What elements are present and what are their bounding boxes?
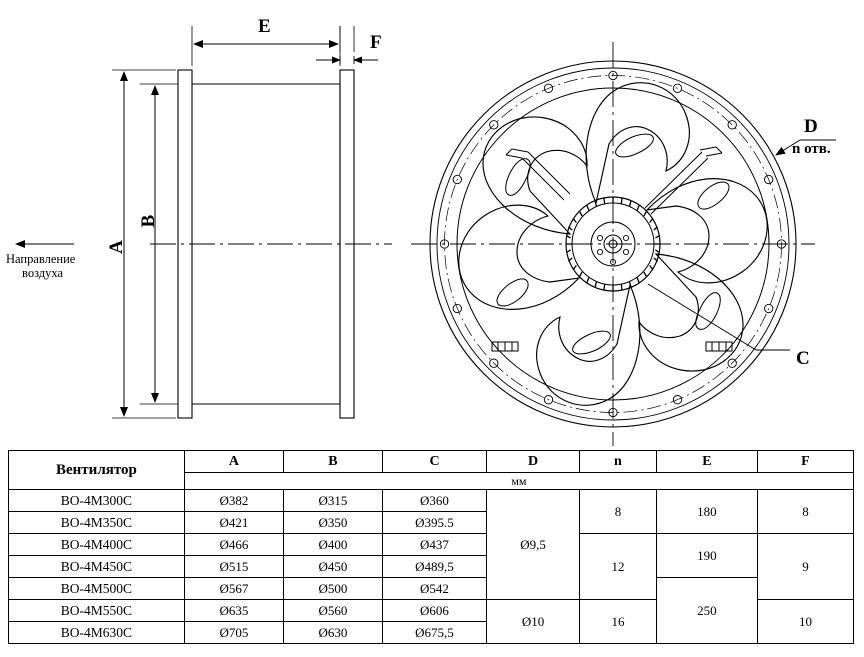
header-fan-name: Вентилятор	[9, 451, 185, 490]
cell-F-group1: 8	[757, 490, 853, 534]
cell-C: Ø489,5	[382, 556, 486, 578]
cell-A: Ø567	[184, 578, 283, 600]
header-col-A: A	[184, 451, 283, 473]
cell-A: Ø466	[184, 534, 283, 556]
cell-F-group2: 9	[757, 534, 853, 600]
cell-n-group3: 16	[580, 600, 657, 644]
specification-table-wrap	[8, 450, 854, 644]
header-col-B: B	[283, 451, 382, 473]
table-row	[9, 578, 854, 600]
cell-B: Ø315	[283, 490, 382, 512]
dimension-label-B: B	[138, 214, 159, 228]
cell-F-group3: 10	[757, 600, 853, 644]
dimension-label-F: F	[370, 32, 382, 53]
cell-B: Ø630	[283, 622, 382, 644]
model-name: ВО-4М350С	[9, 512, 185, 534]
table-row	[9, 534, 854, 556]
table-header-row	[9, 451, 854, 473]
cell-A: Ø635	[184, 600, 283, 622]
cell-E-group2: 190	[656, 534, 757, 578]
cell-C: Ø542	[382, 578, 486, 600]
cell-A: Ø515	[184, 556, 283, 578]
model-name: ВО-4М500С	[9, 578, 185, 600]
header-col-D: D	[487, 451, 580, 473]
cell-E-group3: 250	[656, 578, 757, 644]
model-name: ВО-4М300С	[9, 490, 185, 512]
specification-table	[8, 450, 854, 644]
cell-D-group2: Ø10	[487, 600, 580, 644]
cell-C: Ø437	[382, 534, 486, 556]
cell-C: Ø606	[382, 600, 486, 622]
header-col-F: F	[757, 451, 853, 473]
holes-count-label: n отв.	[792, 141, 831, 157]
dimension-label-A: A	[106, 240, 127, 254]
airflow-label-line1: Направление	[6, 252, 76, 266]
cell-A: Ø421	[184, 512, 283, 534]
cell-C: Ø675,5	[382, 622, 486, 644]
cell-B: Ø450	[283, 556, 382, 578]
cell-n-group1: 8	[580, 490, 657, 534]
dimension-label-C: C	[796, 348, 810, 369]
cell-C: Ø360	[382, 490, 486, 512]
cell-D-group1: Ø9,5	[487, 490, 580, 600]
airflow-label-line2: воздуха	[22, 266, 64, 280]
model-name: ВО-4М450С	[9, 556, 185, 578]
table-row	[9, 490, 854, 512]
cell-B: Ø400	[283, 534, 382, 556]
cell-n-group2: 12	[580, 534, 657, 600]
cell-C: Ø395.5	[382, 512, 486, 534]
dimension-label-D: D	[804, 116, 818, 137]
unit-mm: мм	[184, 473, 853, 490]
cell-B: Ø500	[283, 578, 382, 600]
model-name: ВО-4М630С	[9, 622, 185, 644]
cell-B: Ø350	[283, 512, 382, 534]
header-col-C: C	[382, 451, 486, 473]
header-col-n: n	[580, 451, 657, 473]
model-name: ВО-4М400С	[9, 534, 185, 556]
cell-A: Ø705	[184, 622, 283, 644]
model-name: ВО-4М550С	[9, 600, 185, 622]
header-col-E: E	[656, 451, 757, 473]
dimension-label-E: E	[258, 16, 271, 37]
cell-E-group1: 180	[656, 490, 757, 534]
cell-A: Ø382	[184, 490, 283, 512]
cell-B: Ø560	[283, 600, 382, 622]
